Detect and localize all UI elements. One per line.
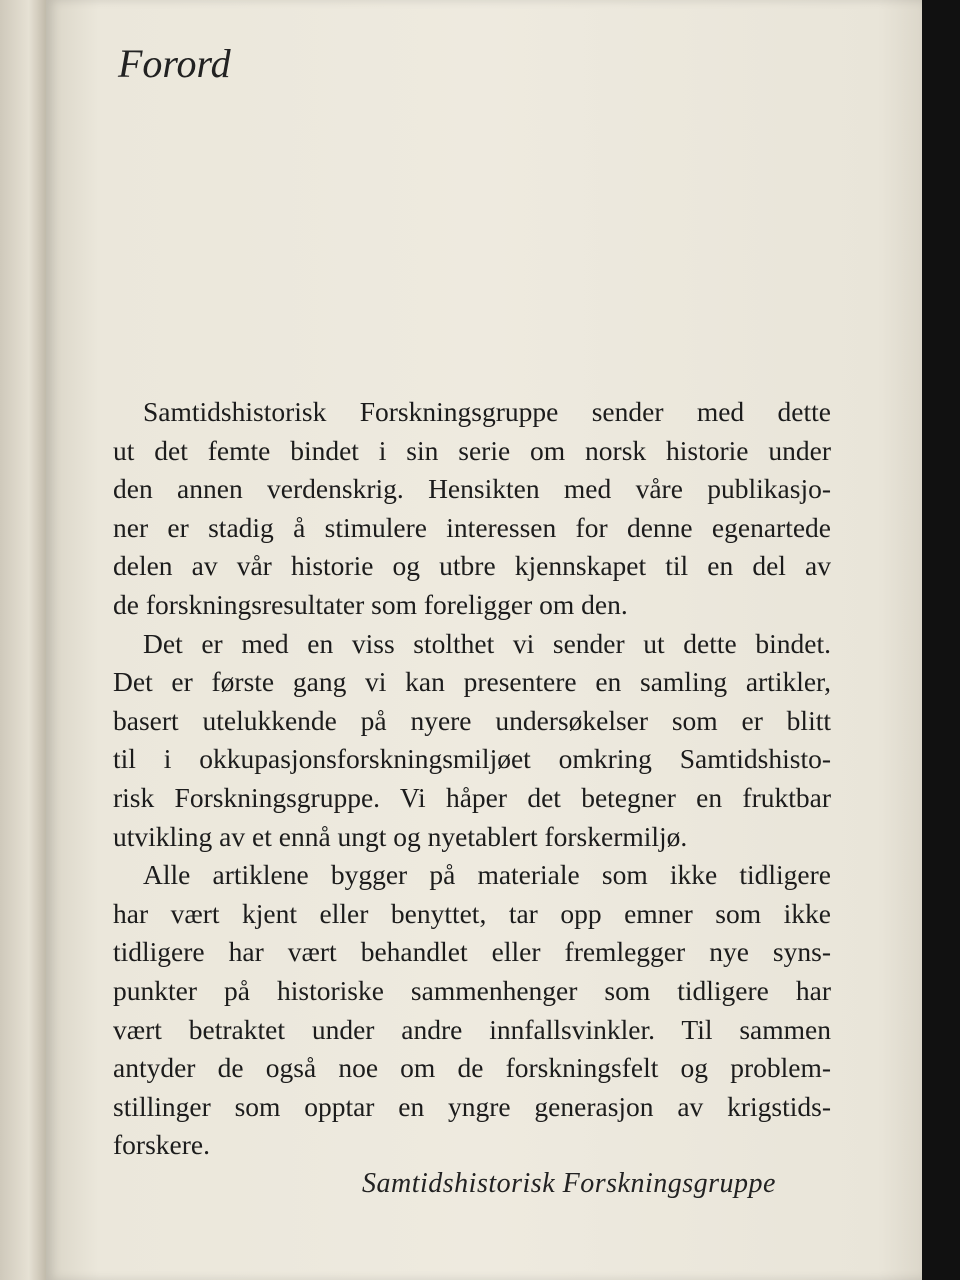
text-line: Samtidshistorisk Forskningsgruppe sender med dette — [143, 396, 831, 427]
text-line: tidligere har vært behandlet eller fremlegger nye syns- — [113, 936, 831, 968]
text-line: antyder de også noe om de forskningsfelt og problem- — [113, 1052, 831, 1084]
text-line: punkter på historiske sammenhenger som tidligere har — [113, 974, 831, 1006]
text-line: stillinger som opptar en yngre generasjon av krigstids- — [113, 1090, 831, 1122]
text-line: den annen verdenskrig. Hensikten med våre publikasjo- — [113, 473, 831, 505]
text-line: til i okkupasjonsforskningsmiljøet omkring Samtidshisto- — [113, 743, 831, 775]
previous-page-edge — [0, 0, 48, 1280]
text-line: risk Forskningsgruppe. Vi håper det betegner en fruktbar — [113, 781, 831, 813]
preface-body — [113, 393, 831, 1165]
text-line: ut det femte bindet i sin serie om norsk historie under — [113, 434, 831, 466]
text-line: de forskningsresultater som foreligger om den. — [113, 588, 628, 620]
text-line: utvikling av et ennå ungt og nyetablert forskermiljø. — [113, 820, 688, 852]
text-line: vært betraktet under andre innfallsvinkler. Til sammen — [113, 1013, 831, 1045]
page-title: Forord — [118, 41, 231, 86]
text-line: Det er med en viss stolthet vi sender ut dette bindet. — [143, 627, 831, 659]
signature: Samtidshistorisk Forskningsgruppe — [362, 1168, 776, 1199]
text-line: Det er første gang vi kan presentere en samling artikler, — [113, 666, 831, 698]
text-line: har vært kjent eller benyttet, tar opp emner som ikke — [113, 897, 831, 929]
text-line: basert utelukkende på nyere undersøkelser som er blitt — [113, 704, 831, 736]
text-line: forskere. — [113, 1129, 210, 1161]
text-line: ner er stadig å stimulere interessen for denne egenartede — [113, 511, 831, 543]
text-line: delen av vår historie og utbre kjennskapet til en del av — [113, 550, 831, 582]
text-line: Alle artiklene bygger på materiale som ikke tidligere — [143, 859, 831, 891]
